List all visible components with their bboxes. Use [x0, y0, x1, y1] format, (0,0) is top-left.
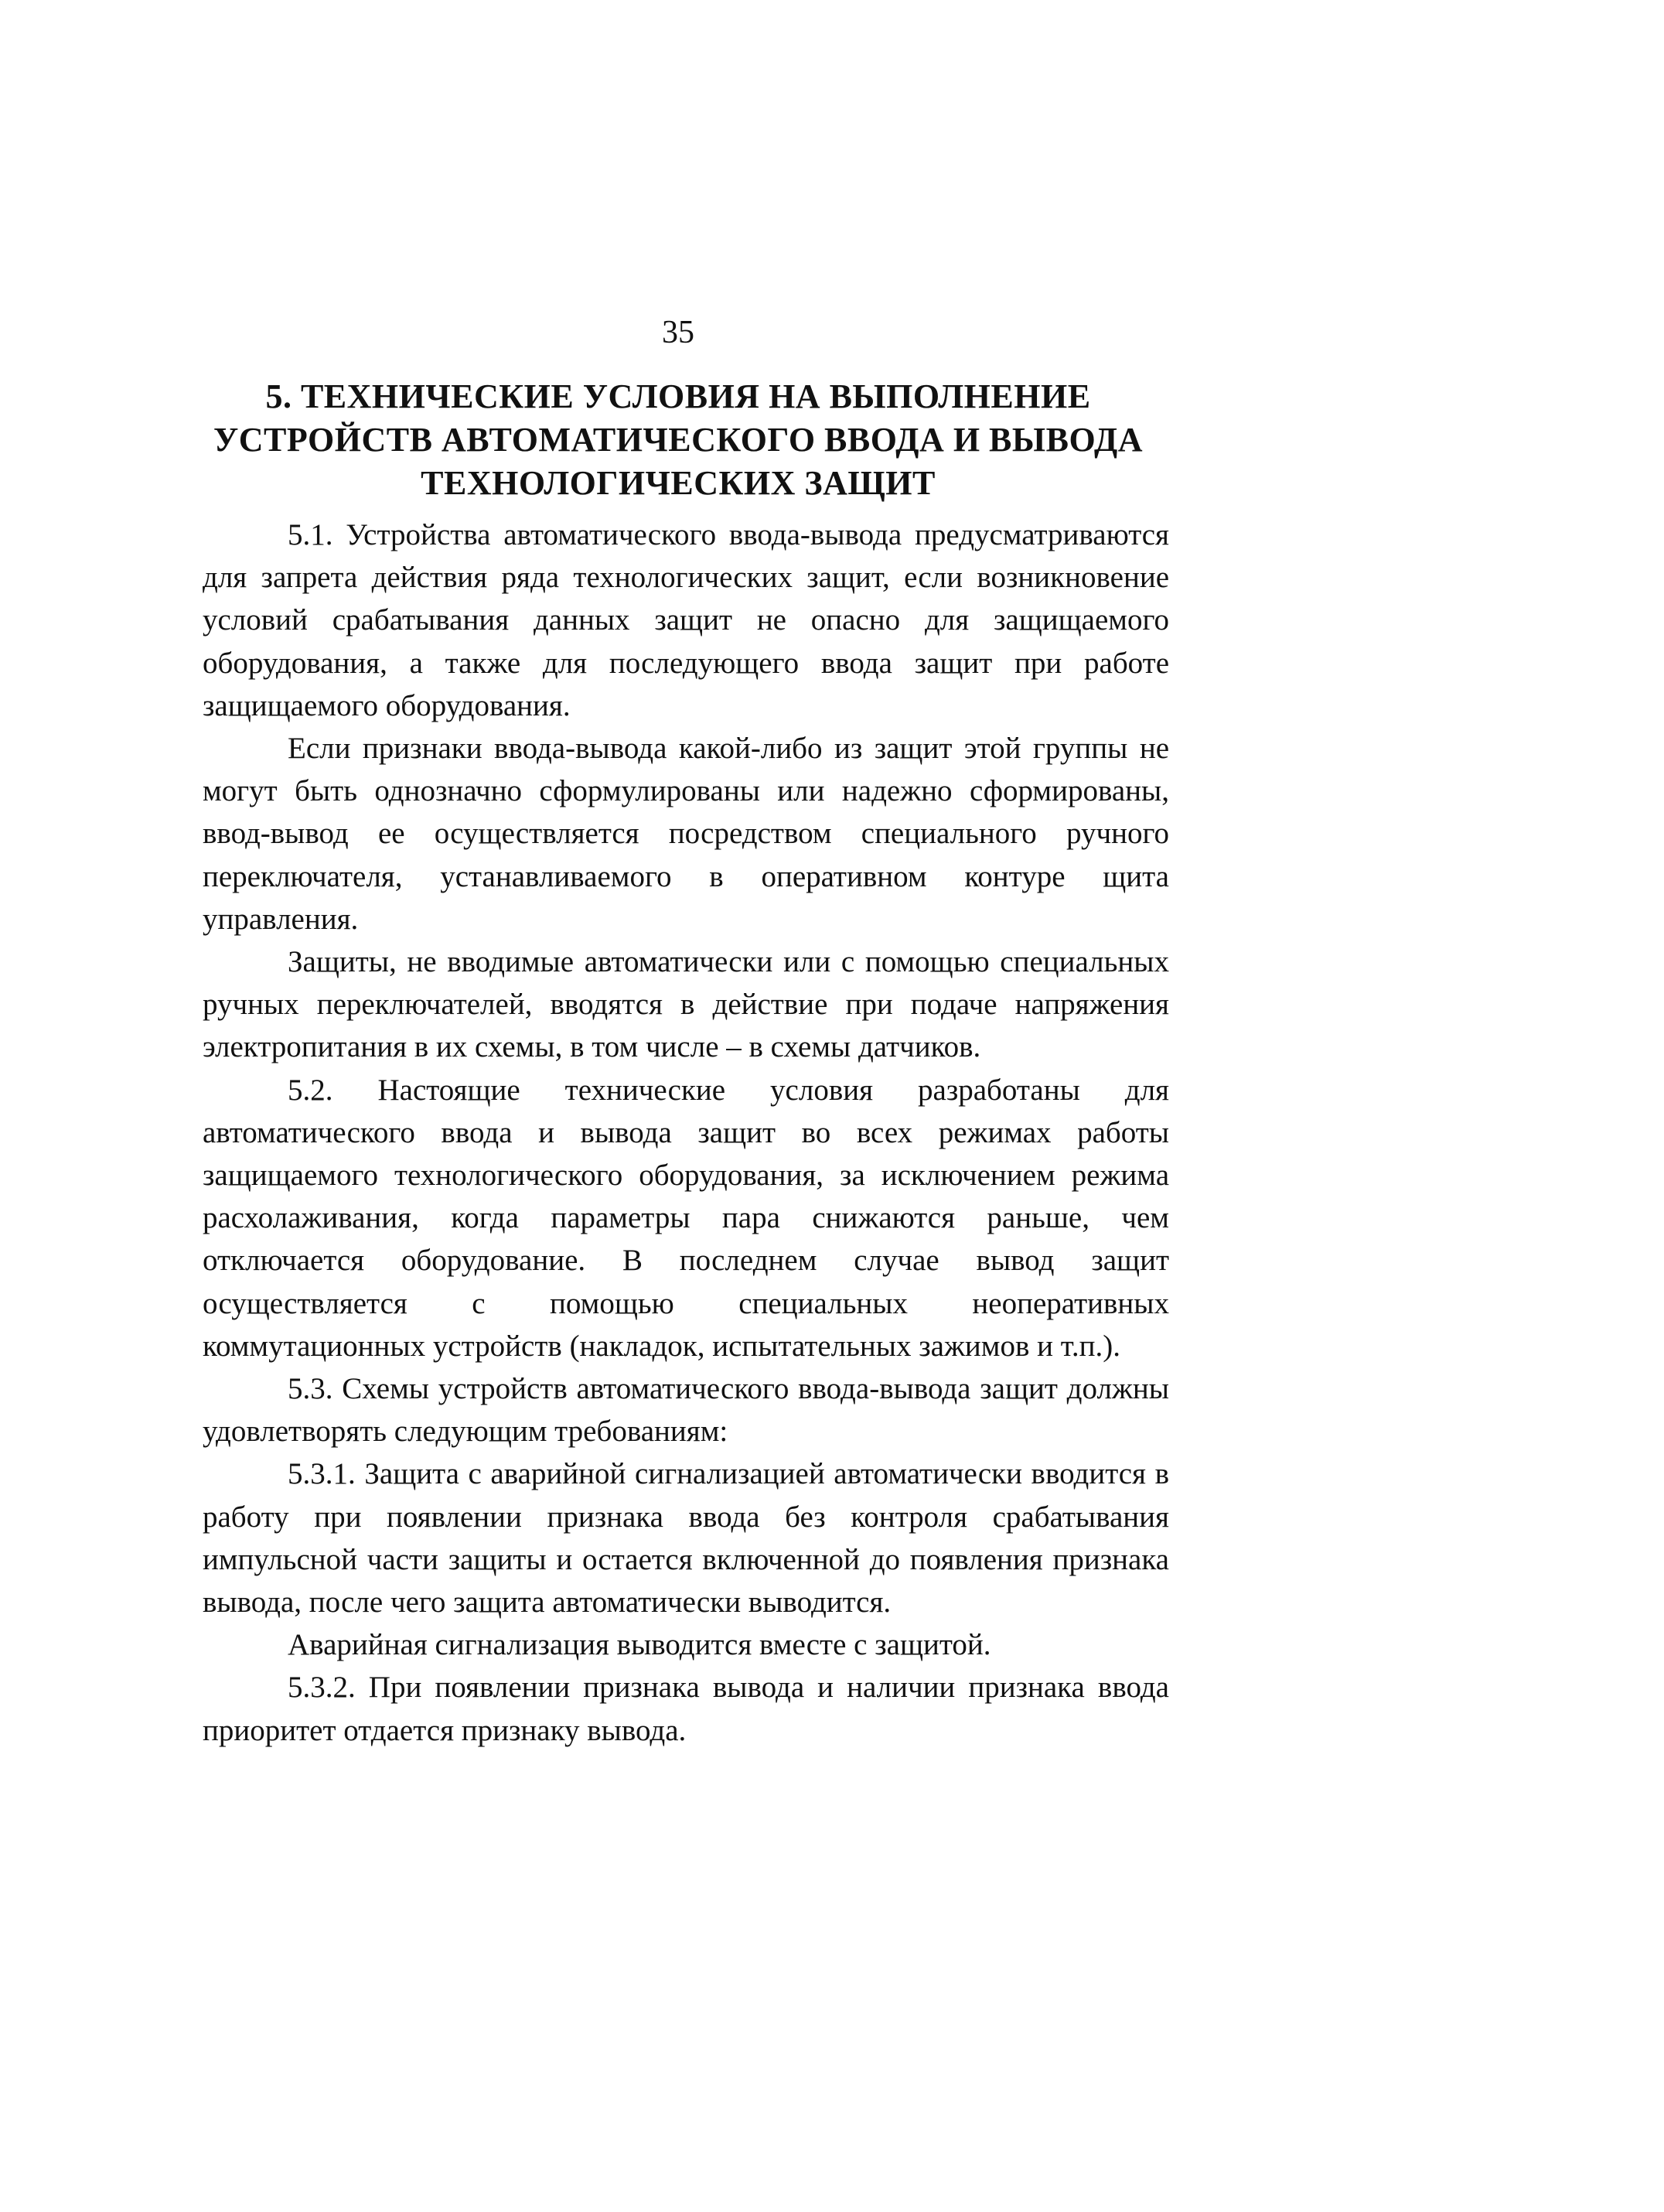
- body-text: [203, 514, 1169, 1752]
- section-title-line: ТЕХНОЛОГИЧЕСКИХ ЗАЩИТ: [421, 464, 936, 502]
- paragraph-5-3-2: 5.3.2. При появлении признака вывода и наличии признака ввода приоритет отдается признаку вывода.: [203, 1671, 1169, 1747]
- paragraph-alarm-signaling: Аварийная сигнализация выводится вместе с защитой.: [288, 1628, 991, 1662]
- paragraph-5-3-1: 5.3.1. Защита с аварийной сигнализацией автоматически вводится в работу при появлении признака ввода без контроля срабатывания импульсной части защиты и остается включенной до появления признака вывода, после чего защита автоматически выводится.: [203, 1457, 1169, 1620]
- paragraph-manual-switch: Если признаки ввода-вывода какой-либо из защит этой группы не могут быть однозначно сформулированы или надежно сформированы, ввод-вывод ее осуществляется посредством специального ручного переключателя, устанавливаемого в оперативном контуре щита управления.: [203, 732, 1169, 936]
- section-title-line: 5. ТЕХНИЧЕСКИЕ УСЛОВИЯ НА ВЫПОЛНЕНИЕ: [265, 377, 1091, 415]
- paragraph-5-1: 5.1. Устройства автоматического ввода-вывода предусматриваются для запрета действия ряда технологических защит, если возникновение условий срабатывания данных защит не опасно для защищаемого оборудования, а также для последующего ввода защит при работе защищаемого оборудования.: [203, 518, 1169, 722]
- paragraph-5-2: 5.2. Настоящие технические условия разработаны для автоматического ввода и вывода защит во всех режимах работы защищаемого технологического оборудования, за исключением режима расхолаживания, когда параметры пара снижаются раньше, чем отключается оборудование. В последнем случае вывод защит осуществляется с помощью специальных неоперативных коммутационных устройств (накладок, испытательных зажимов и т.п.).: [203, 1073, 1169, 1363]
- paragraph-5-3: 5.3. Схемы устройств автоматического ввода-вывода защит должны удовлетворять следующим требованиям:: [203, 1372, 1169, 1449]
- section-title: [203, 375, 1154, 505]
- page-number: 35: [662, 315, 694, 350]
- section-title-line: УСТРОЙСТВ АВТОМАТИЧЕСКОГО ВВОДА И ВЫВОДА: [213, 421, 1144, 459]
- paragraph-non-automatic-protections: Защиты, не вводимые автоматически или с помощью специальных ручных переключателей, вводятся в действие при подаче напряжения электропитания в их схемы, в том числе – в схемы датчиков.: [203, 945, 1169, 1064]
